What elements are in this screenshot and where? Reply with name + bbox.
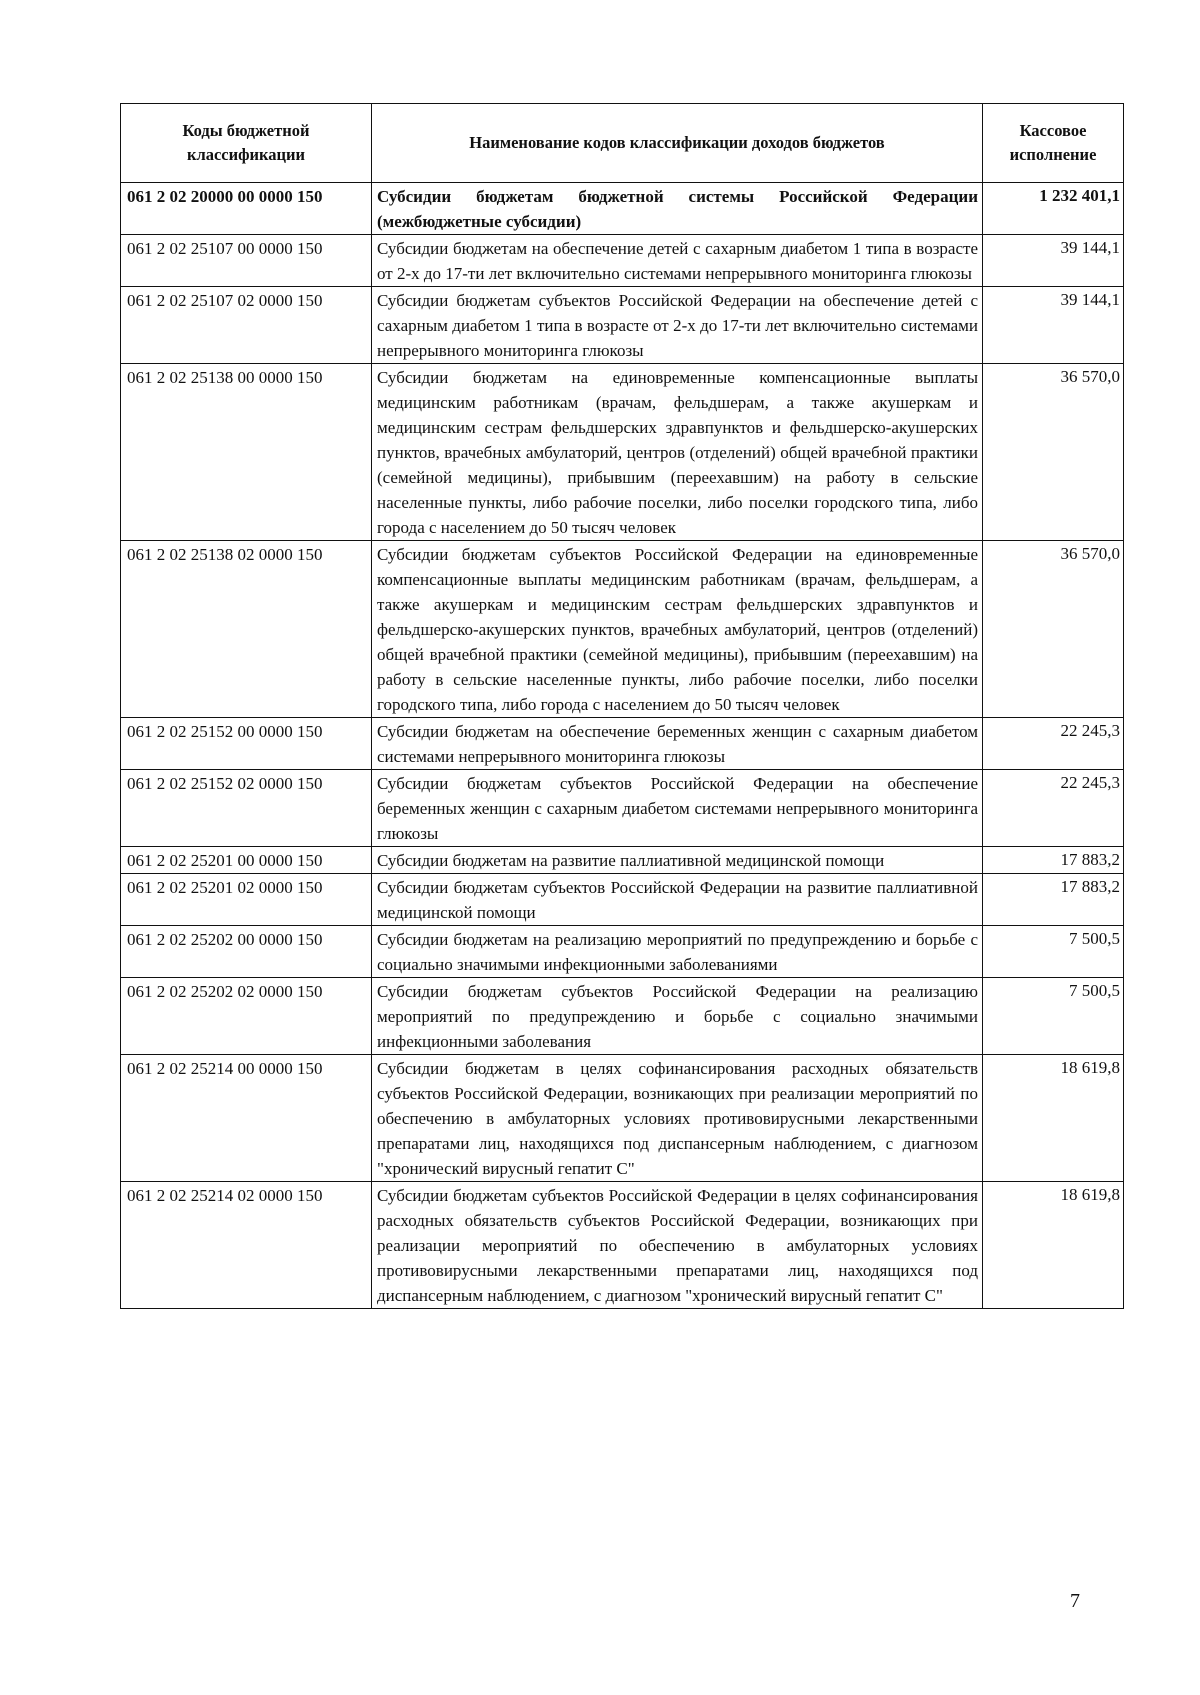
row-name: Субсидии бюджетам бюджетной системы Российской Федерации (межбюджетные субсидии): [372, 183, 983, 235]
budget-classification-table: [120, 103, 1124, 1309]
table-row: [121, 541, 1124, 718]
table-header-row: [121, 104, 1124, 183]
row-code: 061 2 02 25107 02 0000 150: [121, 287, 372, 364]
row-name: Субсидии бюджетам на единовременные компенсационные выплаты медицинским работникам (врачам, фельдшерам, а также акушеркам и медицинским сестрам фельдшерских здравпунктов и фельдшерско-акушерских пунктов, врачебных амбулаторий, центров (отделений) общей врачебной практики (семейной медицины), прибывшим (переехавшим) на работу в сельские населенные пункты, либо рабочие поселки, либо поселки городского типа, либо города с населением до 50 тысяч человек: [372, 364, 983, 541]
row-amount: 7 500,5: [983, 978, 1124, 1055]
table-row: [121, 287, 1124, 364]
header-name: Наименование кодов классификации доходов бюджетов: [372, 104, 983, 183]
table-row: [121, 770, 1124, 847]
row-name: Субсидии бюджетам субъектов Российской Федерации на реализацию мероприятий по предупреждению и борьбе с социально значимыми инфекционными заболевания: [372, 978, 983, 1055]
row-code: 061 2 02 25152 00 0000 150: [121, 718, 372, 770]
row-code: 061 2 02 25201 02 0000 150: [121, 874, 372, 926]
table-row: [121, 926, 1124, 978]
table-row: [121, 1055, 1124, 1182]
table-row: [121, 847, 1124, 874]
row-amount: 39 144,1: [983, 235, 1124, 287]
row-code: 061 2 02 20000 00 0000 150: [121, 183, 372, 235]
row-name: Субсидии бюджетам на обеспечение беременных женщин с сахарным диабетом системами непрерывного мониторинга глюкозы: [372, 718, 983, 770]
row-code: 061 2 02 25152 02 0000 150: [121, 770, 372, 847]
row-name: Субсидии бюджетам субъектов Российской Федерации на развитие паллиативной медицинской помощи: [372, 874, 983, 926]
row-amount: 1 232 401,1: [983, 183, 1124, 235]
page-number: 7: [1070, 1590, 1080, 1612]
header-amount: Кассовое исполнение: [983, 104, 1124, 183]
row-code: 061 2 02 25202 02 0000 150: [121, 978, 372, 1055]
table-row: [121, 364, 1124, 541]
row-name: Субсидии бюджетам на обеспечение детей с сахарным диабетом 1 типа в возрасте от 2-х до 17-ти лет включительно системами непрерывного мониторинга глюкозы: [372, 235, 983, 287]
row-amount: 18 619,8: [983, 1182, 1124, 1309]
header-code: Коды бюджетной классификации: [121, 104, 372, 183]
row-amount: 18 619,8: [983, 1055, 1124, 1182]
row-amount: 22 245,3: [983, 718, 1124, 770]
row-code: 061 2 02 25201 00 0000 150: [121, 847, 372, 874]
table-row: [121, 183, 1124, 235]
row-code: 061 2 02 25138 00 0000 150: [121, 364, 372, 541]
table-row: [121, 1182, 1124, 1309]
row-name: Субсидии бюджетам субъектов Российской Федерации в целях софинансирования расходных обязательств субъектов Российской Федерации, возникающих при реализации мероприятий по обеспечению в амбулаторных условиях противовирусными лекарственными препаратами лиц, находящихся под диспансерным наблюдением, с диагнозом "хронический вирусный гепатит С": [372, 1182, 983, 1309]
row-name: Субсидии бюджетам субъектов Российской Федерации на единовременные компенсационные выплаты медицинским работникам (врачам, фельдшерам, а также акушеркам и медицинским сестрам фельдшерских здравпунктов и фельдшерско-акушерских пунктов, врачебных амбулаторий, центров (отделений) общей врачебной практики (семейной медицины), прибывшим (переехавшим) на работу в сельские населенные пункты, либо рабочие поселки, либо поселки городского типа, либо города с населением до 50 тысяч человек: [372, 541, 983, 718]
row-code: 061 2 02 25214 02 0000 150: [121, 1182, 372, 1309]
row-amount: 36 570,0: [983, 364, 1124, 541]
table-row: [121, 978, 1124, 1055]
row-amount: 22 245,3: [983, 770, 1124, 847]
row-code: 061 2 02 25138 02 0000 150: [121, 541, 372, 718]
table-row: [121, 718, 1124, 770]
row-code: 061 2 02 25107 00 0000 150: [121, 235, 372, 287]
row-name: Субсидии бюджетам в целях софинансирования расходных обязательств субъектов Российской Федерации, возникающих при реализации мероприятий по обеспечению в амбулаторных условиях противовирусными лекарственными препаратами лиц, находящихся под диспансерным наблюдением, с диагнозом "хронический вирусный гепатит С": [372, 1055, 983, 1182]
row-amount: 7 500,5: [983, 926, 1124, 978]
row-amount: 17 883,2: [983, 874, 1124, 926]
row-name: Субсидии бюджетам субъектов Российской Федерации на обеспечение беременных женщин с сахарным диабетом системами непрерывного мониторинга глюкозы: [372, 770, 983, 847]
row-name: Субсидии бюджетам на реализацию мероприятий по предупреждению и борьбе с социально значимыми инфекционными заболеваниями: [372, 926, 983, 978]
row-amount: 36 570,0: [983, 541, 1124, 718]
row-code: 061 2 02 25202 00 0000 150: [121, 926, 372, 978]
row-code: 061 2 02 25214 00 0000 150: [121, 1055, 372, 1182]
row-amount: 39 144,1: [983, 287, 1124, 364]
row-name: Субсидии бюджетам субъектов Российской Федерации на обеспечение детей с сахарным диабетом 1 типа в возрасте от 2-х до 17-ти лет включительно системами непрерывного мониторинга глюкозы: [372, 287, 983, 364]
row-amount: 17 883,2: [983, 847, 1124, 874]
table-row: [121, 874, 1124, 926]
row-name: Субсидии бюджетам на развитие паллиативной медицинской помощи: [372, 847, 983, 874]
table-row: [121, 235, 1124, 287]
